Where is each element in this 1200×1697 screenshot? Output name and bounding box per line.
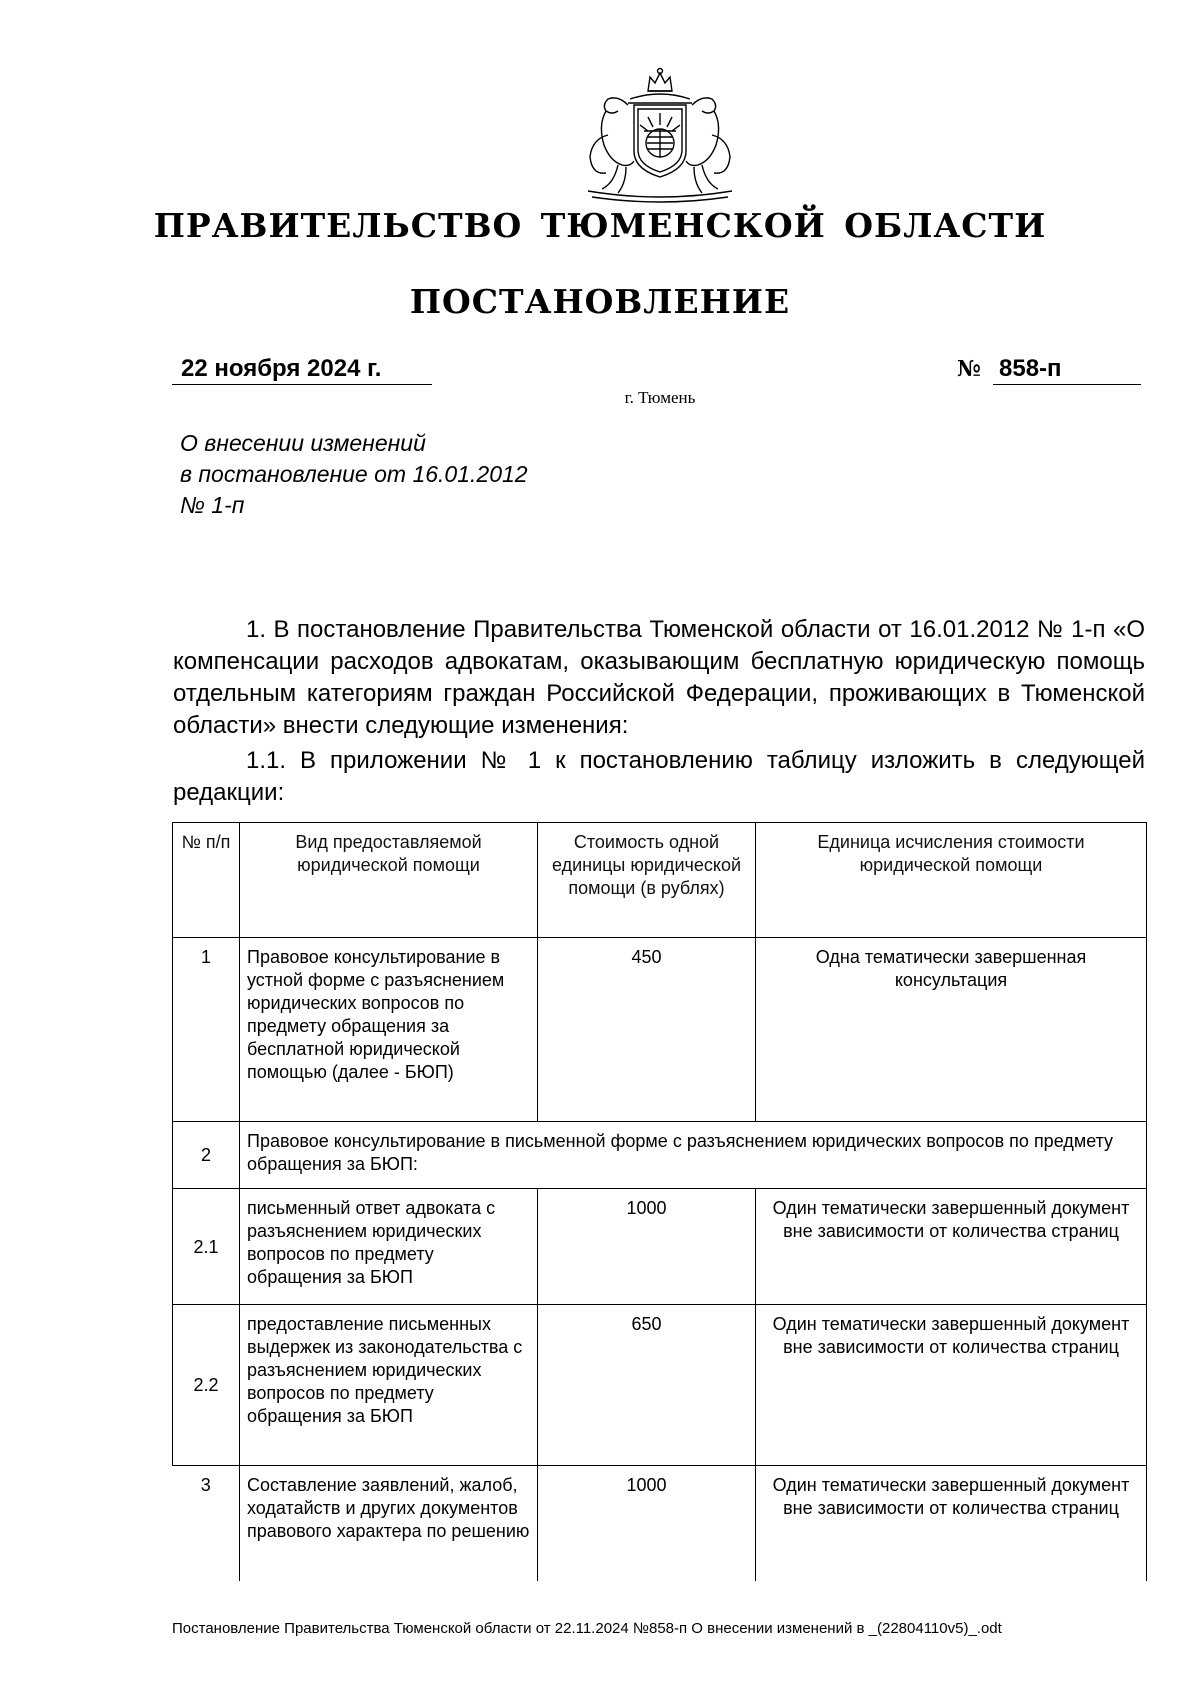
document-number: 858-п: [993, 355, 1141, 385]
government-title: ПРАВИТЕЛЬСТВО ТЮМЕНСКОЙ ОБЛАСТИ: [153, 206, 1047, 245]
document-city: г. Тюмень: [624, 388, 696, 407]
legal-aid-cost-table: [172, 822, 1147, 1581]
row-type: Правовое консультирование в письменной форме с разъяснением юридических вопросов по предмету обращения за БЮП:: [240, 1122, 1147, 1189]
table-row: [173, 1122, 1147, 1189]
row-num: 2.2: [173, 1305, 240, 1466]
row-num: 3: [173, 1466, 240, 1581]
row-type: предоставление письменных выдержек из законодательства с разъяснением юридических вопросов по предмету обращения за БЮП: [240, 1305, 538, 1466]
document-type-title: ПОСТАНОВЛЕНИЕ: [409, 282, 791, 321]
subject-line: № 1-п: [180, 492, 245, 518]
table-row: [173, 1305, 1147, 1466]
document-footer: Постановление Правительства Тюменской области от 22.11.2024 №858-п О внесении изменений в _(22804110v5)_.odt: [172, 1620, 1002, 1637]
row-price: 1000: [538, 1189, 756, 1305]
body-paragraph-1: 1. В постановление Правительства Тюменской области от 16.01.2012 № 1-п «О компенсации расходов адвокатам, оказывающим бесплатную юридическую помощь отдельным категориям граждан Российской Федерации, проживающих в Тюменской области» внести следующие изменения:: [173, 616, 1145, 739]
row-price: 450: [538, 938, 756, 1122]
row-unit: Один тематически завершенный документ вне зависимости от количества страниц: [756, 1189, 1147, 1305]
header-unit: Единица исчисления стоимости юридической помощи: [756, 823, 1147, 938]
header-num: № п/п: [173, 823, 240, 938]
row-price: 1000: [538, 1466, 756, 1581]
row-type: Составление заявлений, жалоб, ходатайств и других документов правового характера по решению: [240, 1466, 538, 1581]
number-label: №: [957, 356, 981, 382]
body-paragraph-2: 1.1. В приложении № 1 к постановлению таблицу изложить в следующей редакции:: [173, 747, 1145, 806]
row-num: 2.1: [173, 1189, 240, 1305]
subject-line: О внесении изменений: [180, 430, 426, 456]
row-unit: Один тематически завершенный документ вне зависимости от количества страниц: [756, 1305, 1147, 1466]
table-row: [173, 1466, 1147, 1581]
row-price: 650: [538, 1305, 756, 1466]
header-price: Стоимость одной единицы юридической помощи (в рублях): [538, 823, 756, 938]
coat-of-arms-emblem: [578, 65, 742, 203]
table-row: [173, 1189, 1147, 1305]
row-num: 1: [173, 938, 240, 1122]
row-type: Правовое консультирование в устной форме с разъяснением юридических вопросов по предмету обращения за бесплатной юридической помощью (далее - БЮП): [240, 938, 538, 1122]
row-type: письменный ответ адвоката с разъяснением юридических вопросов по предмету обращения за БЮП: [240, 1189, 538, 1305]
row-num: 2: [173, 1122, 240, 1189]
subject-line: в постановление от 16.01.2012: [180, 461, 528, 487]
document-subject: [180, 428, 528, 521]
table-header-row: [173, 823, 1147, 938]
table-row: [173, 938, 1147, 1122]
document-date: 22 ноября 2024 г.: [172, 355, 432, 385]
row-unit: Одна тематически завершенная консультация: [756, 938, 1147, 1122]
header-type: Вид предоставляемой юридической помощи: [240, 823, 538, 938]
row-unit: Один тематически завершенный документ вне зависимости от количества страниц: [756, 1466, 1147, 1581]
